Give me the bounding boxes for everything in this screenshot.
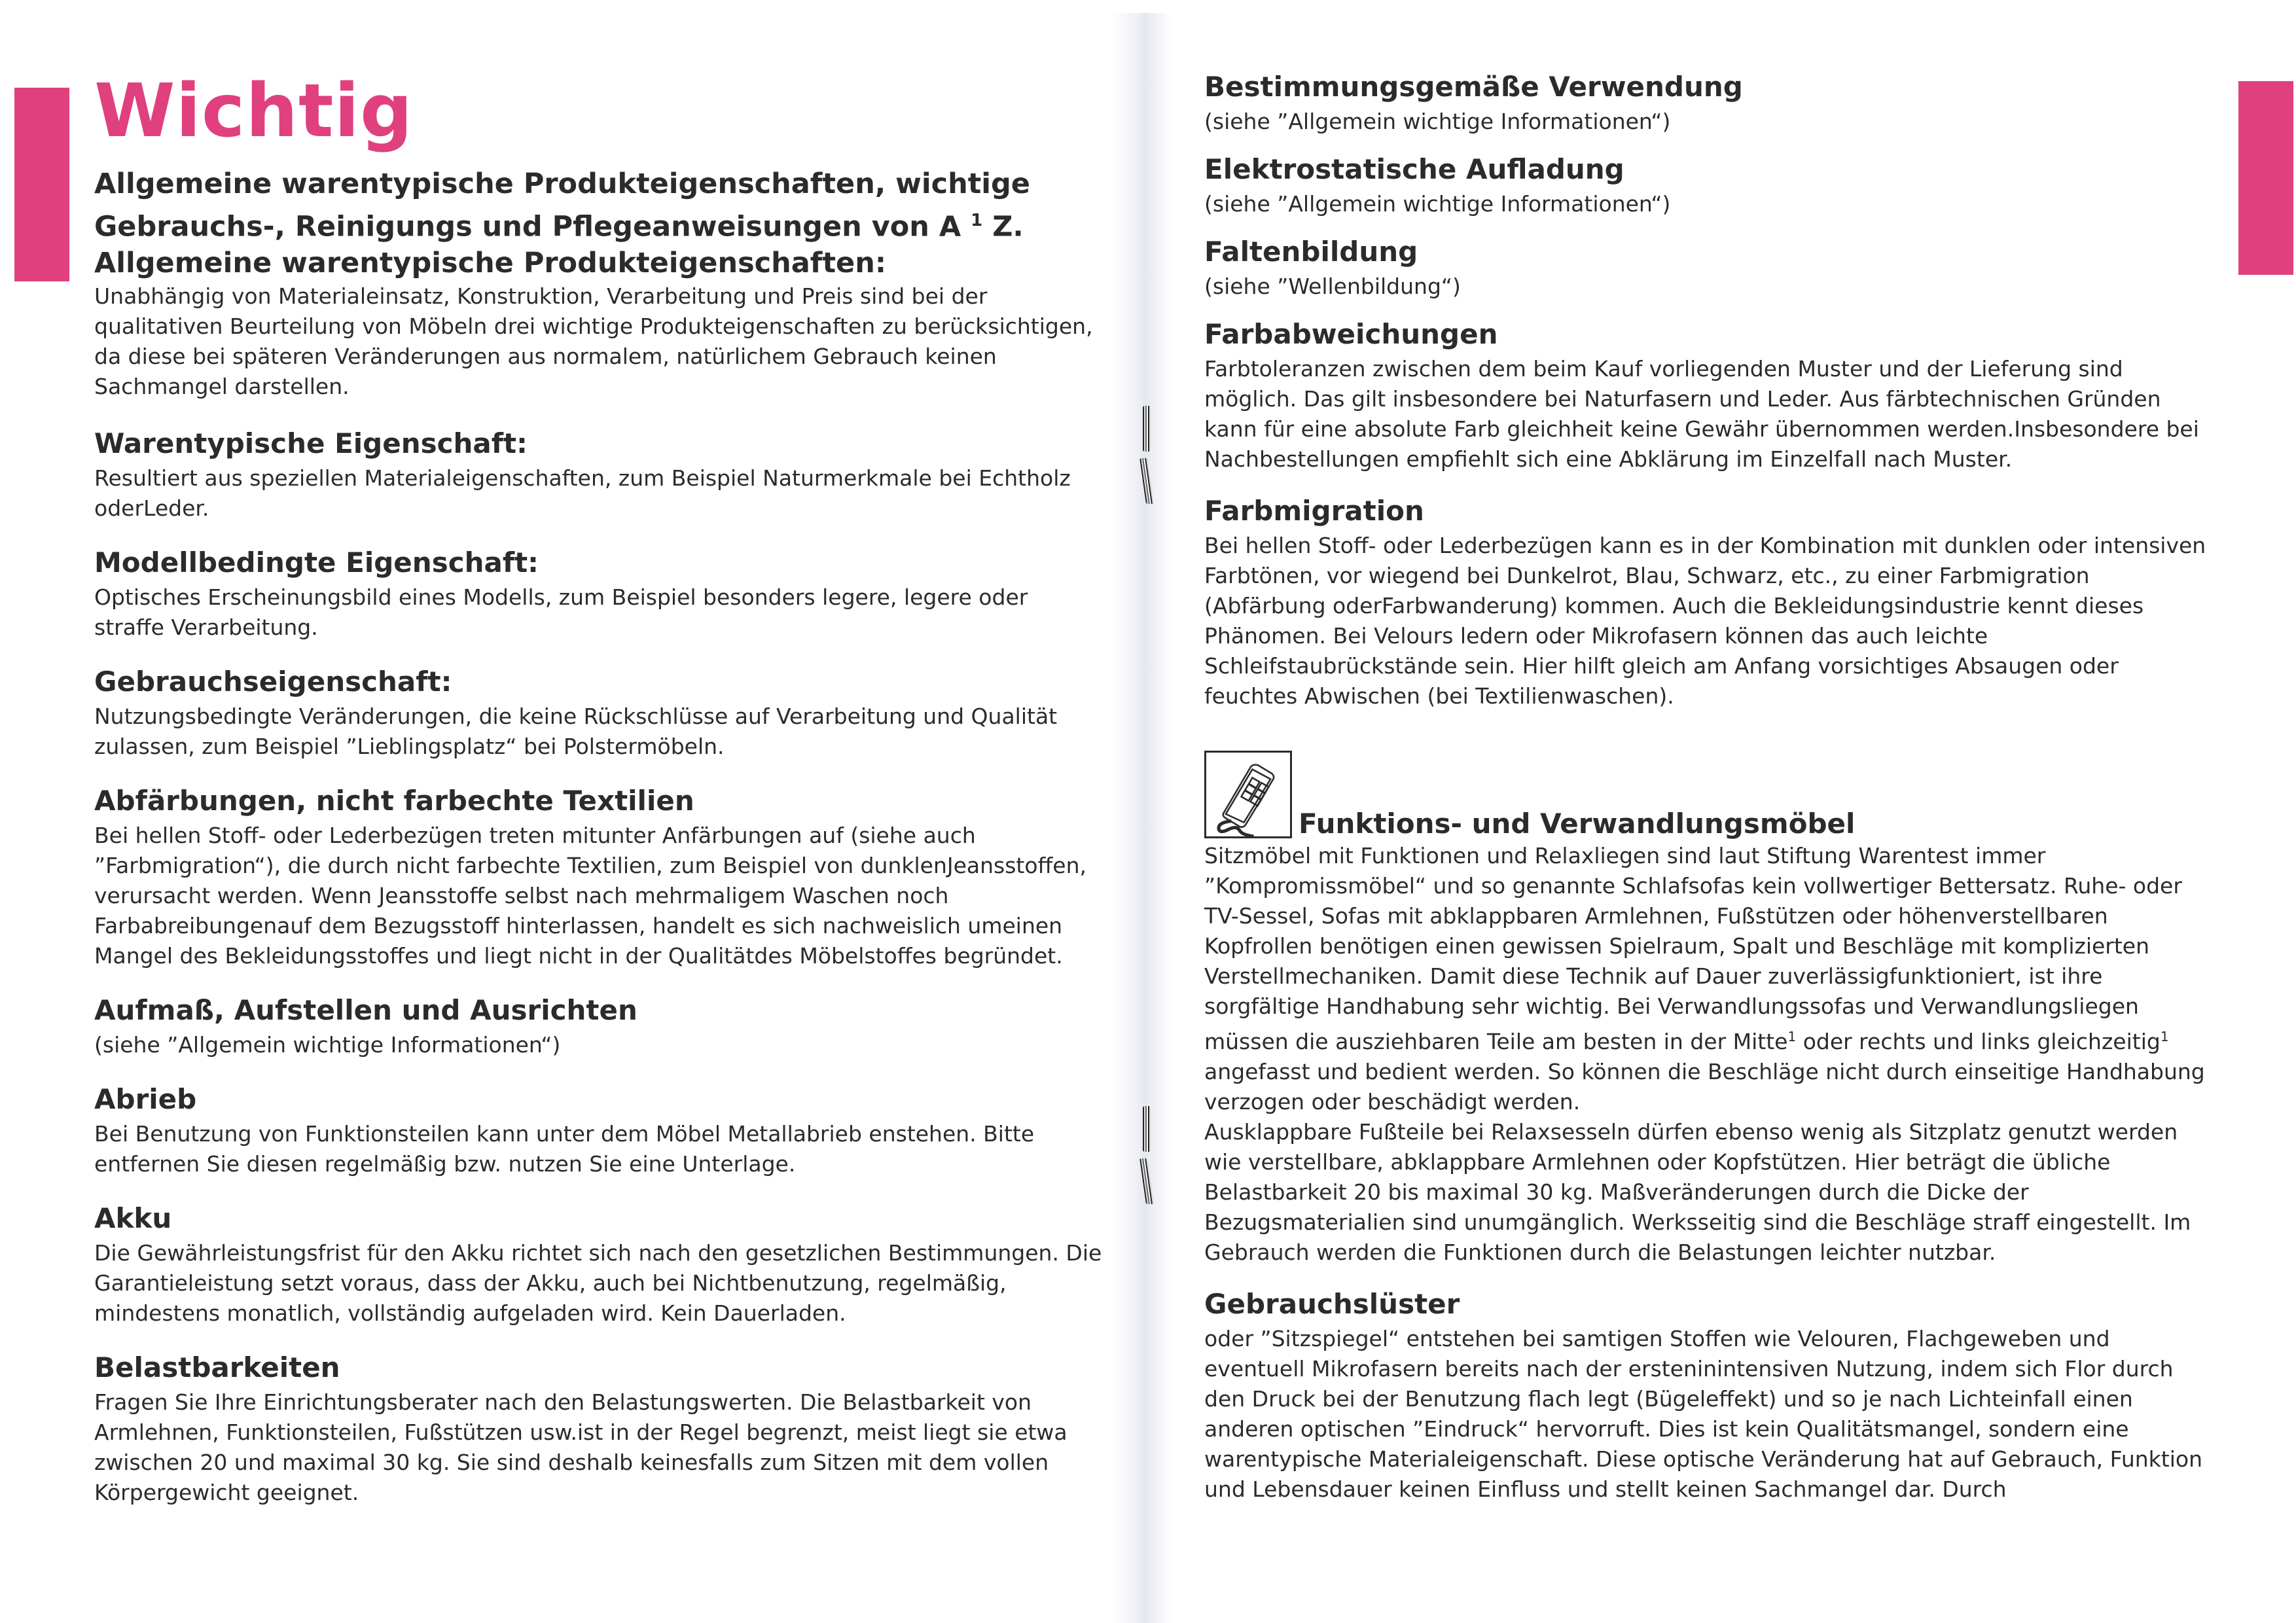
section-heading: Abfärbungen, nicht farbechte Textilien [94,785,694,817]
section-heading: Farbmigration [1204,495,1424,527]
section-text: Bei hellen Stoff- oder Lederbezügen kann es in der Kombination mit dunklen oder intensiven Farbtönen, vor wiegend bei Dunkelrot, Blau, Schwarz, etc., zu einer Farbmigration (Abfärbung oderFarbwanderung) kommen. Auch die Bekleidungsindustrie kennt dieses Phänomen. Bei Velours ledern oder Mikrofasern können das auch leichte Schleifstaubrückstände sein. Hier hilft gleich am Anfang vorsichtiges Absaugen oder feuchtes Abwischen (bei Textilienwaschen). [1204,533,2206,709]
section-belastbarkeiten [94,1349,1102,1508]
section-heading: Elektrostatische Aufladung [1204,153,1624,185]
section-gebrauchsluester [1204,1286,2212,1505]
intro-heading-line2-post: Z. [992,210,1024,243]
section-heading: Gebrauchseigenschaft: [94,666,452,698]
intro-heading-line2-pre: Gebrauchs-, Reinigungs und Pflegeanweisungen von A [94,210,961,243]
left-page [0,0,1139,1623]
section-heading: Akku [94,1202,172,1235]
section-text: (siehe ”Allgemein wichtige Informationen“) [1204,109,1671,134]
section-text: oder ”Sitzspiegel“ entstehen bei samtigen Stoffen wie Velouren, Flachgeweben und eventuell Mikrofasern bereits nach der ersteninintensiven Nutzung, indem sich Flor durch den Druck bei der Benutzung flach legt (Bügeleffekt) und so je nach Lichteinfall einen anderen optischen ”Eindruck“ hervorruft. Dies ist kein Qualitätsmangel, sondern eine warentypische Materialeigenschaft. Diese optische Veränderung hat auf Gebrauch, Funktion und Lebensdauer keinen Einfluss und stellt keinen Sachmangel dar. Durch [1204,1326,2202,1502]
section-heading: Modellbedingte Eigenschaft: [94,546,539,579]
section-text: Optisches Erscheinungsbild eines Modells, zum Beispiel besonders legere, legere oder straffe Verarbeitung. [94,584,1028,641]
right-page-content [1204,69,2212,1523]
section-text: Fragen Sie Ihre Einrichtungsberater nach den Belastungswerten. Die Belastbarkeit von Armlehnen, Funktionsteilen, Fußstützen usw.ist in der Regel begrenzt, meist liegt sie etwa zwischen 20 und maximal 30 kg. Sie sind deshalb keinesfalls zum Sitzen mit dem vollen Körpergewicht geeignet. [94,1389,1067,1506]
section-heading: Warentypische Eigenschaft: [94,427,528,460]
function-heading: Funktions- und Verwandlungsmöbel [1299,808,1856,840]
section-heading: Faltenbildung [1204,236,1418,268]
intro-heading-line3: Allgemeine warentypische Produkteigenschaften: [94,247,887,280]
section-aufmass [94,992,1102,1060]
section-text: Die Gewährleistungsfrist für den Akku richtet sich nach den gesetzlichen Bestimmungen. Die Garantieleistung setzt voraus, dass der Akku, auch bei Nichtbenutzung, regelmäßig, mindestens monatlich, vollständig aufgeladen wird. Kein Dauerladen. [94,1240,1102,1327]
section-farbabweichungen [1204,316,2212,474]
intro-heading-line1: Allgemeine warentypische Produkteigenschaften, wichtige [94,168,1030,200]
section-text: Resultiert aus speziellen Materialeigenschaften, zum Beispiel Naturmerkmale bei Echtholz oderLeder. [94,465,1071,522]
section-text: Nutzungsbedingte Veränderungen, die keine Rückschlüsse auf Verarbeitung und Qualität zulassen, zum Beispiel ”Lieblingsplatz“ bei Polstermöbeln. [94,704,1058,760]
left-page-content [94,69,1102,1529]
section-heading: Gebrauchslüster [1204,1288,1460,1320]
section-warentypische-eigenschaft [94,425,1102,524]
intro-heading-block [94,166,1102,281]
intro-heading-line2 [94,202,1102,245]
function-text-part2: oder rechts und links gleichzeitig [1803,1029,2161,1054]
section-gebrauchseigenschaft [94,664,1102,762]
footnote-marker: 1 [2160,1029,2169,1044]
function-heading-row [1204,751,2212,838]
footnote-marker: 1 [1787,1029,1797,1044]
function-text-part3: angefasst und bedient werden. So können die Beschläge nicht durch einseitige Handhabung verzogen oder beschädigt werden. [1204,1059,2205,1115]
section-heading: Bestimmungsgemäße Verwendung [1204,71,1743,103]
section-heading: Belastbarkeiten [94,1351,340,1384]
section-text: (siehe ”Allgemein wichtige Informationen“) [94,1032,561,1058]
section-text: (siehe ”Allgemein wichtige Informationen“) [1204,191,1671,217]
section-elektrostatische-aufladung [1204,151,2212,219]
remote-control-icon-svg [1206,753,1290,836]
function-text-part1: Sitzmöbel mit Funktionen und Relaxliegen sind laut Stiftung Warentest immer ”Kompromissmöbel“ und so genannte Schlafsofas kein vollwertiger Bettersatz. Ruhe- oder TV-Sessel, Sofas mit abklappbaren Armlehnen, Fußstützen oder höhenverstellbaren Kopfrollen benötigen einen gewissen Spielraum, Spalt und Beschläge mit komplizierten Verstellmechaniken. Damit diese Technik auf Dauer zuverlässigfunktioniert, ist ihre sorgfältige Handhabung sehr wichtig. Bei Verwandlungssofas und Verwandlungsliegen müssen die ausziehbaren Teile am besten in der Mitte [1204,843,2182,1054]
page-title: Wichtig [94,69,414,154]
section-modellbedingte-eigenschaft [94,544,1102,643]
section-faltenbildung [1204,234,2212,302]
section-akku [94,1200,1102,1329]
section-farbmigration [1204,493,2212,711]
function-text-continued: Ausklappbare Fußteile bei Relaxsesseln dürfen ebenso wenig als Sitzplatz genutzt werden wie verstellbare, abklappbare Armlehnen oder Kopfstützen. Hier beträgt die übliche Belastbarkeit 20 bis maximal 30 kg. Maßveränderungen durch die Dicke der Bezugsmaterialien sind unumgänglich. Werksseitig sind die Beschläge straff eingestellt. Im Gebrauch werden die Funktionen durch die Belastungen leichter nutzbar. [1204,1119,2191,1265]
section-funktionsmoebel [1204,751,2212,1268]
section-bestimmungsgemaesse-verwendung [1204,69,2212,137]
section-heading: Aufmaß, Aufstellen und Ausrichten [94,994,637,1027]
section-text: (siehe ”Wellenbildung“) [1204,274,1461,299]
section-text: Farbtoleranzen zwischen dem beim Kauf vorliegenden Muster und der Lieferung sind möglich. Das gilt insbesondere bei Naturfasern und Leder. Aus färbtechnischen Gründen kann für eine absolute Farb gleichheit keine Gewähr übernommen werden.Insbesondere bei Nachbestellungen empfiehlt sich eine Abklärung im Einzelfall nach Muster. [1204,356,2199,472]
section-text: Bei hellen Stoff- oder Lederbezügen treten mitunter Anfärbungen auf (siehe auch ”Farbmigration“), die durch nicht farbechte Textilien, zum Beispiel von dunklenJeansstoffen, verursacht werden. Wenn Jeansstoffe selbst nach mehrmaligem Waschen noch Farbabreibungenauf dem Bezugsstoff hinterlassen, handelt es sich nachweislich umeinen Mangel des Bekleidungsstoffes und liegt nicht in der Qualitätdes Möbelstoffes begründet. [94,823,1087,969]
section-heading: Farbabweichungen [1204,318,1498,350]
intro-text: Unabhängig von Materialeinsatz, Konstruktion, Verarbeitung und Preis sind bei der qualitativen Beurteilung von Möbeln drei wichtige Produkteigenschaften zu berücksichtigen, da diese bei späteren Veränderungen aus normalem, natürlichem Gebrauch keinen Sachmangel darstellen. [94,283,1093,400]
section-abfaerbungen [94,783,1102,971]
section-heading: Abrieb [94,1083,197,1116]
intro-heading-superscript: 1 [971,211,983,230]
remote-control-icon [1204,751,1292,838]
section-text: Bei Benutzung von Funktionsteilen kann unter dem Möbel Metallabrieb enstehen. Bitte entfernen Sie diesen regelmäßig bzw. nutzen Sie eine Unterlage. [94,1121,1035,1177]
section-abrieb [94,1081,1102,1179]
function-text [1204,841,2212,1117]
